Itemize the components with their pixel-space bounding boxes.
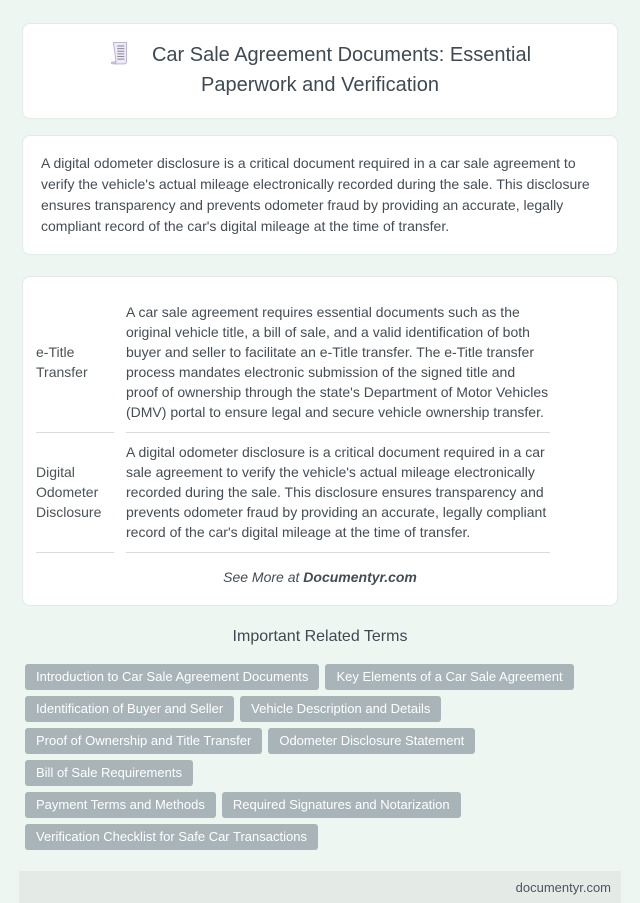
description-cell: A car sale agreement requires essential documents such as the original vehicle title, a bill of sale, and a valid identification of both buyer and seller to facilitate an e-Title transfer. The e-Title transfer process mandates electronic submission of the signed title and proof of ownership through the state's Department of Motor Vehicles (DMV) portal to ensure legal and secure vehicle ownership transfer.: [126, 293, 550, 433]
term-pill[interactable]: Verification Checklist for Safe Car Transactions: [25, 824, 318, 850]
intro-card: [22, 135, 618, 255]
header-card: [22, 23, 618, 119]
related-terms-list: [0, 664, 640, 856]
site-footer: [19, 871, 621, 903]
description-cell: A digital odometer disclosure is a critical document required in a car sale agreement to verify the vehicle's actual mileage electronically recorded during the sale. This disclosure ensures transparency and prevents odometer fraud by providing an accurate, legally compliant record of the car's digital mileage at the time of transfer.: [126, 433, 550, 553]
receipt-icon: [109, 40, 130, 66]
see-more-site: Documentyr.com: [303, 569, 417, 585]
intro-paragraph: A digital odometer disclosure is a critical document required in a car sale agreement to verify the vehicle's actual mileage electronically recorded during the sale. This disclosure ensures transparency and prevents odometer fraud by providing an accurate, legally compliant record of the car's digital mileage at the time of transfer.: [41, 155, 590, 234]
details-card: [22, 276, 618, 606]
term-pill[interactable]: Bill of Sale Requirements: [25, 760, 193, 786]
see-more-line: [36, 569, 604, 585]
footer-site-name: documentyr.com: [515, 879, 611, 895]
term-pill[interactable]: Key Elements of a Car Sale Agreement: [325, 664, 573, 690]
term-cell: e-Title Transfer: [36, 293, 114, 433]
term-pill[interactable]: Vehicle Description and Details: [240, 696, 441, 722]
table-row: [36, 293, 604, 433]
term-pill[interactable]: Odometer Disclosure Statement: [268, 728, 475, 754]
see-more-prefix: See More at: [223, 569, 300, 585]
term-pill[interactable]: Proof of Ownership and Title Transfer: [25, 728, 262, 754]
term-pill[interactable]: Identification of Buyer and Seller: [25, 696, 234, 722]
table-row: [36, 433, 604, 553]
related-terms-heading: Important Related Terms: [232, 628, 408, 645]
page-title-text: Car Sale Agreement Documents: Essential Paperwork and Verification: [151, 44, 532, 96]
term-pill[interactable]: Required Signatures and Notarization: [222, 792, 461, 818]
page-title: [70, 40, 570, 100]
term-cell: Digital Odometer Disclosure: [36, 433, 114, 553]
term-pill[interactable]: Payment Terms and Methods: [25, 792, 216, 818]
term-pill[interactable]: Introduction to Car Sale Agreement Documents: [25, 664, 319, 690]
details-table: [36, 293, 604, 553]
